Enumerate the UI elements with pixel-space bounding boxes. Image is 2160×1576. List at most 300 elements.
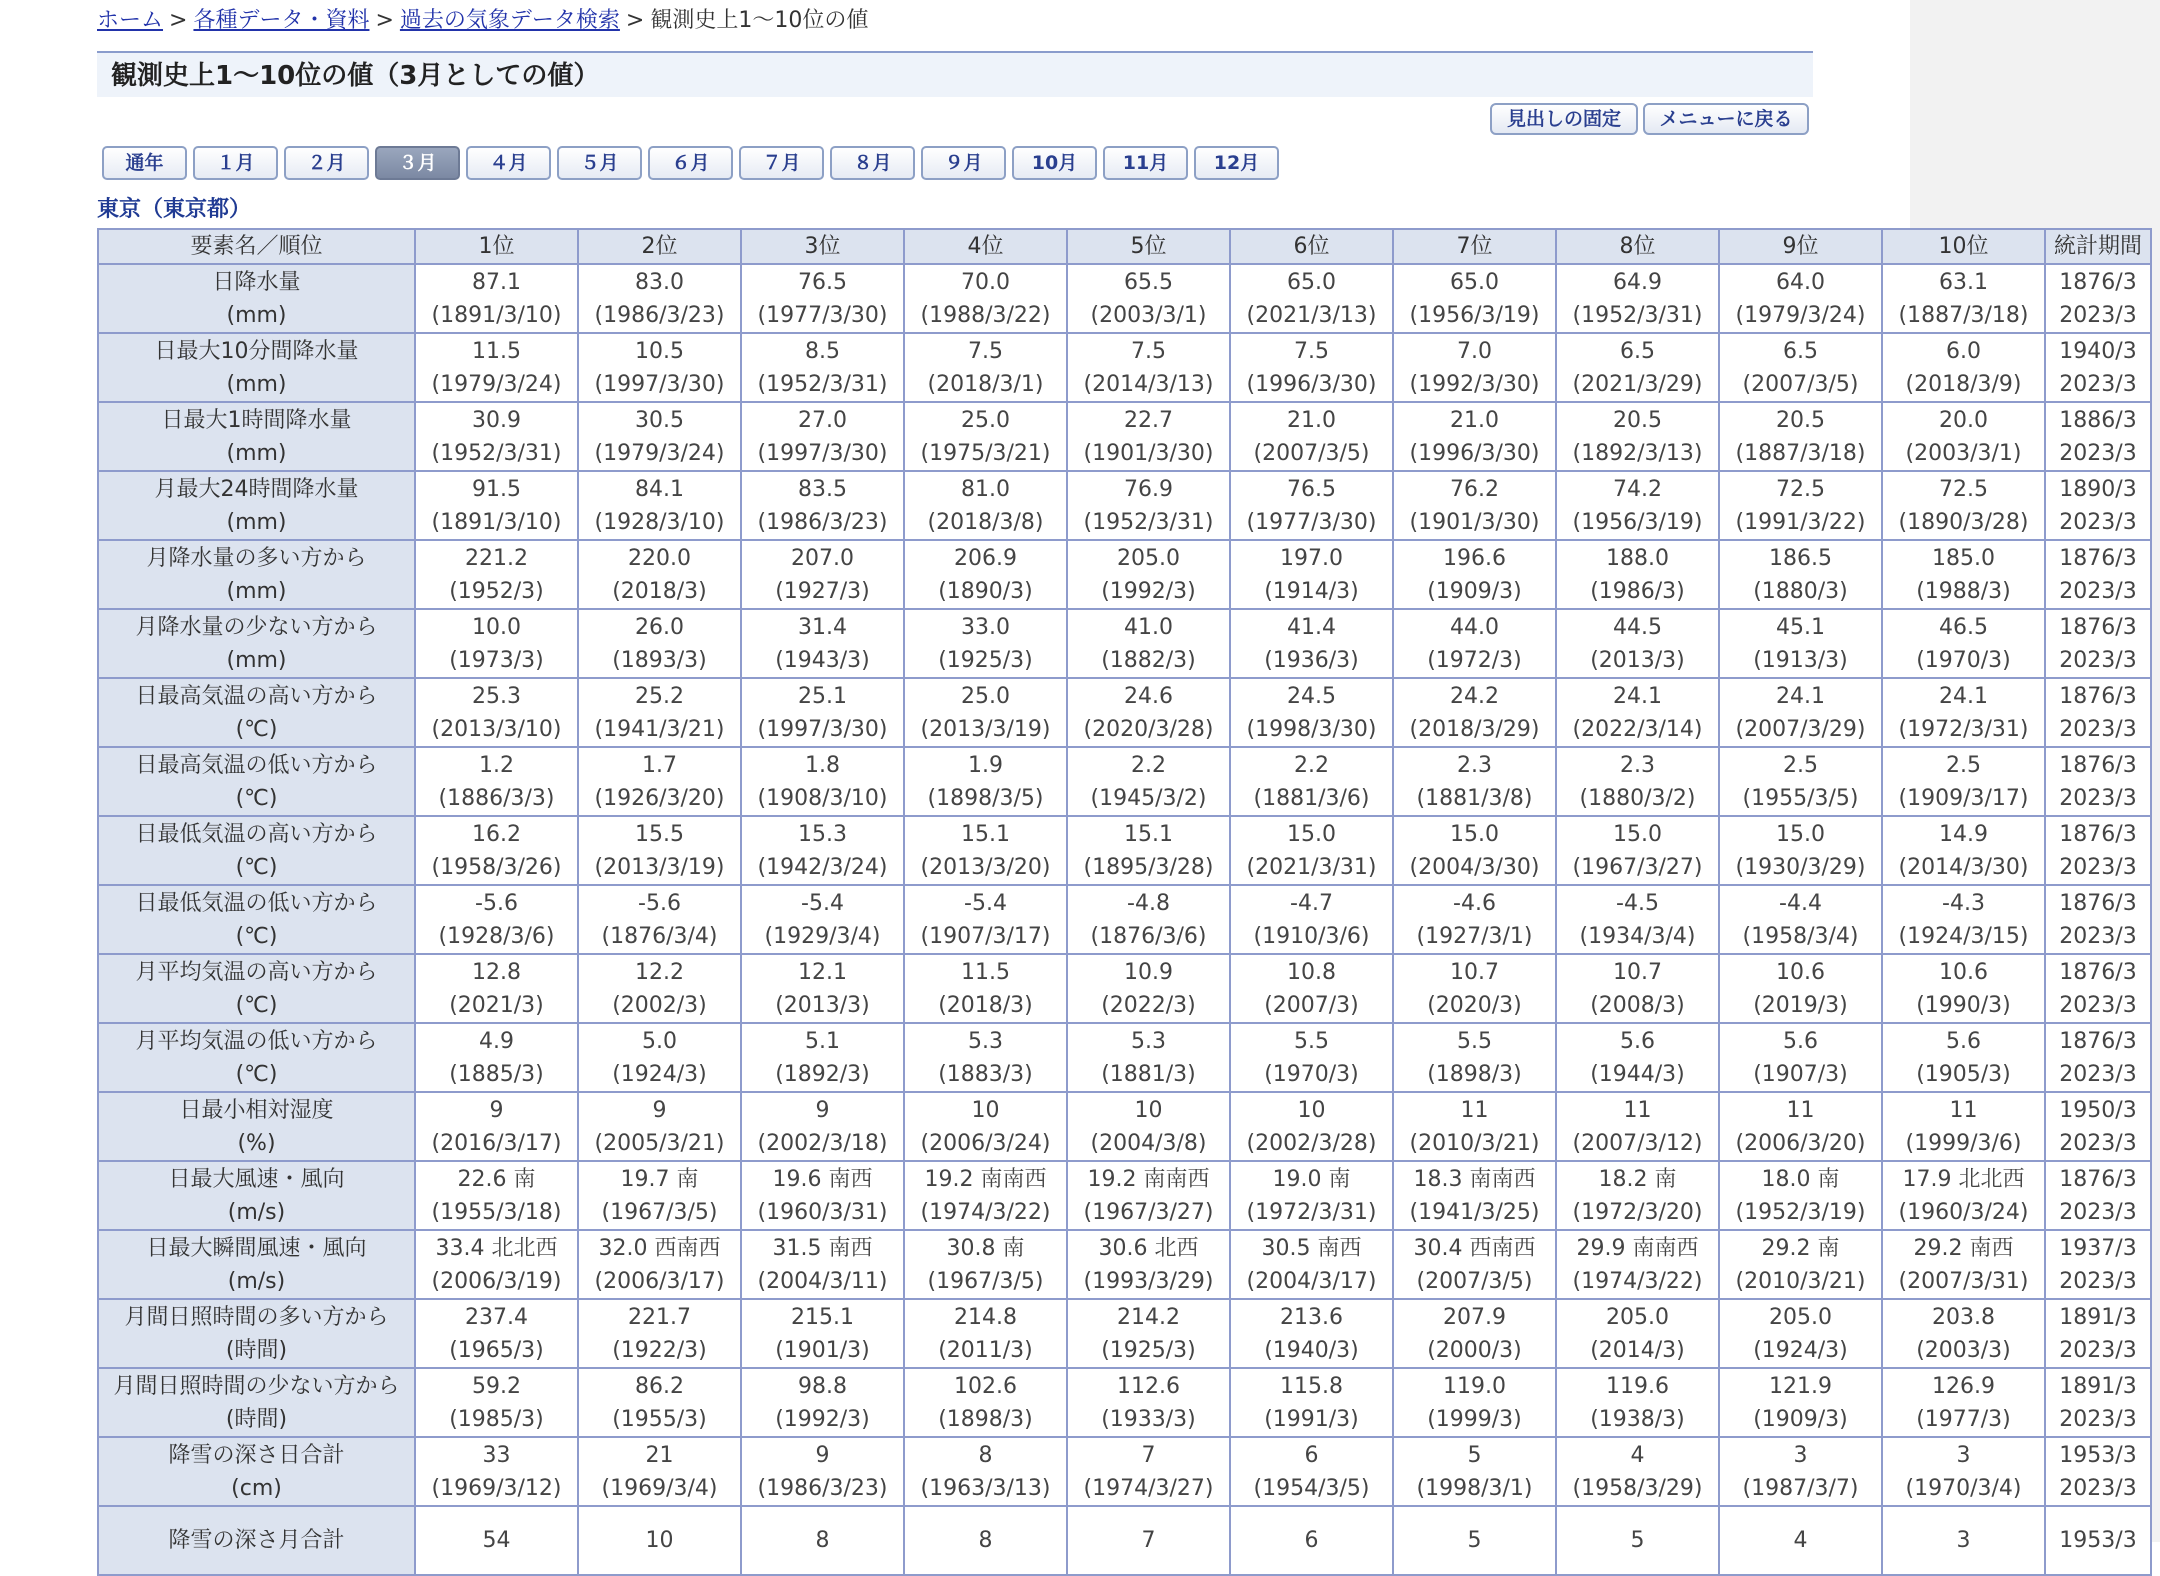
rank-date: (2010/3/21) xyxy=(1735,1268,1866,1294)
header-rank: 1位 xyxy=(415,229,578,264)
table-row xyxy=(98,954,2151,1023)
rank-value: 7.0 xyxy=(1457,338,1492,364)
breadcrumb-separator: > xyxy=(169,8,188,33)
period-start: 1886/3 xyxy=(2059,407,2137,433)
period-end: 2023/3 xyxy=(2059,1061,2137,1087)
rank-date: (1979/3/24) xyxy=(594,440,725,466)
rank-date: (2007/3/5) xyxy=(1253,440,1370,466)
rank-cell xyxy=(904,471,1067,540)
rank-date: (1969/3/12) xyxy=(431,1475,562,1501)
rank-value: -4.3 xyxy=(1942,890,1985,916)
rank-value: 30.9 xyxy=(472,407,521,433)
element-unit: (℃) xyxy=(235,923,278,949)
rank-value: 126.9 xyxy=(1932,1373,1995,1399)
rank-date: (1943/3) xyxy=(775,647,870,673)
rank-date: (1892/3) xyxy=(775,1061,870,1087)
rank-date: (1909/3/17) xyxy=(1898,785,2029,811)
rank-date: (2007/3/12) xyxy=(1572,1130,1703,1156)
rank-cell xyxy=(741,1023,904,1092)
rank-value: 65.5 xyxy=(1124,269,1173,295)
rank-cell xyxy=(1067,747,1230,816)
rank-cell xyxy=(1882,1299,2045,1368)
rank-cell xyxy=(1393,402,1556,471)
rank-value: 9 xyxy=(815,1097,830,1123)
rank-value: 72.5 xyxy=(1776,476,1825,502)
rank-cell xyxy=(578,1023,741,1092)
rank-value: 19.2 南南西 xyxy=(924,1166,1047,1192)
tab-month-2[interactable]: ２月 xyxy=(284,146,369,180)
tab-month-5[interactable]: ５月 xyxy=(557,146,642,180)
rank-cell xyxy=(904,609,1067,678)
rank-value: 83.0 xyxy=(635,269,684,295)
rank-value: 70.0 xyxy=(961,269,1010,295)
period-end: 2023/3 xyxy=(2059,785,2137,811)
rank-value: 25.0 xyxy=(961,683,1010,709)
rank-value: 5.3 xyxy=(1131,1028,1166,1054)
rank-value: -5.4 xyxy=(964,890,1007,916)
tab-month-11[interactable]: 11月 xyxy=(1103,146,1188,180)
rank-cell xyxy=(1882,1437,2045,1506)
rank-cell xyxy=(1067,885,1230,954)
rank-cell xyxy=(1882,678,2045,747)
rank-value: 15.0 xyxy=(1287,821,1336,847)
rank-value: 30.4 西南西 xyxy=(1413,1235,1536,1261)
rank-date: (1969/3/4) xyxy=(601,1475,718,1501)
rank-cell xyxy=(1230,1161,1393,1230)
rank-value: 1.7 xyxy=(642,752,677,778)
header-rank: 5位 xyxy=(1067,229,1230,264)
rank-value: 2.2 xyxy=(1294,752,1329,778)
rank-cell xyxy=(1230,1092,1393,1161)
tab-month-9[interactable]: ９月 xyxy=(921,146,1006,180)
rank-cell xyxy=(578,1437,741,1506)
rank-cell xyxy=(741,1230,904,1299)
rank-date: (1956/3/19) xyxy=(1572,509,1703,535)
rank-value: 76.5 xyxy=(1287,476,1336,502)
rank-date: (1975/3/21) xyxy=(920,440,1051,466)
tab-month-1[interactable]: １月 xyxy=(193,146,278,180)
rank-cell xyxy=(1067,264,1230,333)
rank-value: -4.4 xyxy=(1779,890,1822,916)
rank-value: 6 xyxy=(1304,1442,1319,1468)
header-period: 統計期間 xyxy=(2045,229,2151,264)
rank-cell xyxy=(415,540,578,609)
rank-value: 7.5 xyxy=(968,338,1003,364)
rank-value: 8.5 xyxy=(805,338,840,364)
rank-value: 15.1 xyxy=(961,821,1010,847)
element-name: 日最高気温の低い方から xyxy=(135,752,378,778)
rank-date: (2007/3) xyxy=(1264,992,1359,1018)
rank-date: (1898/3/5) xyxy=(927,785,1044,811)
rank-cell xyxy=(1556,540,1719,609)
rank-value: 121.9 xyxy=(1769,1373,1832,1399)
tab-month-3[interactable]: ３月 xyxy=(375,146,460,180)
rank-date: (1934/3/4) xyxy=(1579,923,1696,949)
rank-value: 44.5 xyxy=(1613,614,1662,640)
rank-date: (1942/3/24) xyxy=(757,854,888,880)
period-cell xyxy=(2045,471,2151,540)
rank-date: (1998/3/30) xyxy=(1246,716,1377,742)
rank-date: (1941/3/25) xyxy=(1409,1199,1540,1225)
period-end: 2023/3 xyxy=(2059,1406,2137,1432)
rank-cell xyxy=(1393,816,1556,885)
breadcrumb-home-link[interactable]: ホーム xyxy=(97,8,164,33)
rank-value: 5.3 xyxy=(968,1028,1003,1054)
table-row xyxy=(98,816,2151,885)
table-row xyxy=(98,1437,2151,1506)
rank-date: (1927/3/1) xyxy=(1416,923,1533,949)
rank-cell xyxy=(904,1092,1067,1161)
rank-date: (1886/3/3) xyxy=(438,785,555,811)
rank-value: 4.9 xyxy=(479,1028,514,1054)
rank-value: 24.6 xyxy=(1124,683,1173,709)
tab-month-8[interactable]: ８月 xyxy=(830,146,915,180)
header-rank: 2位 xyxy=(578,229,741,264)
tab-month-7[interactable]: ７月 xyxy=(739,146,824,180)
rank-cell xyxy=(1393,678,1556,747)
rank-cell xyxy=(1393,747,1556,816)
rank-value: 102.6 xyxy=(954,1373,1017,1399)
rank-value: -4.7 xyxy=(1290,890,1333,916)
table-row xyxy=(98,264,2151,333)
rank-value: 22.7 xyxy=(1124,407,1173,433)
period-end: 2023/3 xyxy=(2059,716,2137,742)
rank-value: 115.8 xyxy=(1280,1373,1343,1399)
rank-cell xyxy=(1067,1023,1230,1092)
rank-date: (1977/3/30) xyxy=(1246,509,1377,535)
rank-date: (2002/3) xyxy=(612,992,707,1018)
rank-cell xyxy=(1230,609,1393,678)
rank-date: (1927/3) xyxy=(775,578,870,604)
rank-value: 7 xyxy=(1141,1442,1156,1468)
rank-date: (2014/3/30) xyxy=(1898,854,2029,880)
rank-value: 15.5 xyxy=(635,821,684,847)
rank-value: 1.2 xyxy=(479,752,514,778)
rank-date: (2021/3/13) xyxy=(1246,302,1377,328)
rank-date: (2006/3/19) xyxy=(431,1268,562,1294)
rank-date: (2018/3/29) xyxy=(1409,716,1540,742)
period-start: 1937/3 xyxy=(2059,1235,2137,1261)
rank-date: (2021/3/31) xyxy=(1246,854,1377,880)
rank-cell xyxy=(741,1368,904,1437)
rank-cell xyxy=(578,1092,741,1161)
rank-cell xyxy=(1556,1023,1719,1092)
station-heading: 東京（東京都） xyxy=(97,197,252,222)
rank-date: (1930/3/29) xyxy=(1735,854,1866,880)
rank-value: 2.3 xyxy=(1457,752,1492,778)
period-cell xyxy=(2045,264,2151,333)
rank-value: 16.2 xyxy=(472,821,521,847)
rank-cell xyxy=(904,885,1067,954)
rank-value: 18.2 南 xyxy=(1598,1166,1677,1192)
table-row xyxy=(98,1299,2151,1368)
rank-value: 6 xyxy=(1304,1528,1319,1553)
rank-value: 29.2 南 xyxy=(1761,1235,1840,1261)
table-row xyxy=(98,1092,2151,1161)
rank-value: 9 xyxy=(815,1442,830,1468)
tab-month-6[interactable]: ６月 xyxy=(648,146,733,180)
rank-cell xyxy=(578,540,741,609)
fix-header-button[interactable]: 見出しの固定 xyxy=(1490,103,1638,135)
rank-cell xyxy=(741,954,904,1023)
tab-month-10[interactable]: 10月 xyxy=(1012,146,1097,180)
rank-value: 215.1 xyxy=(791,1304,854,1330)
rank-cell xyxy=(1230,540,1393,609)
table-row xyxy=(98,540,2151,609)
period-start: 1891/3 xyxy=(2059,1373,2137,1399)
title-bar xyxy=(97,51,1813,97)
rank-value: -5.6 xyxy=(475,890,518,916)
rank-date: (1988/3/22) xyxy=(920,302,1051,328)
period-cell xyxy=(2045,402,2151,471)
element-name: 月降水量の少ない方から xyxy=(135,614,378,640)
rank-cell xyxy=(1067,678,1230,747)
rank-date: (1952/3/31) xyxy=(1083,509,1214,535)
rank-value: 11 xyxy=(1949,1097,1978,1123)
element-name: 日最高気温の高い方から xyxy=(135,683,378,709)
rank-cell xyxy=(415,885,578,954)
rank-value: 45.1 xyxy=(1776,614,1825,640)
rank-value: 33.0 xyxy=(961,614,1010,640)
rank-value: 29.9 南南西 xyxy=(1576,1235,1699,1261)
rank-value: 12.8 xyxy=(472,959,521,985)
rank-date: (1907/3/17) xyxy=(920,923,1051,949)
rank-value: 33.4 北北西 xyxy=(435,1235,558,1261)
rank-date: (1908/3/10) xyxy=(757,785,888,811)
period-start: 1876/3 xyxy=(2059,614,2137,640)
rank-value: -4.8 xyxy=(1127,890,1170,916)
rank-cell xyxy=(1556,1092,1719,1161)
rank-cell xyxy=(578,333,741,402)
rank-value: 7.5 xyxy=(1294,338,1329,364)
rank-cell xyxy=(1719,816,1882,885)
rank-date: (1967/3/27) xyxy=(1083,1199,1214,1225)
rank-date: (1933/3) xyxy=(1101,1406,1196,1432)
rank-cell xyxy=(1230,816,1393,885)
rank-value: 196.6 xyxy=(1443,545,1506,571)
rank-cell xyxy=(578,609,741,678)
rank-value: 11 xyxy=(1786,1097,1815,1123)
element-name-cell xyxy=(98,264,415,333)
rank-cell xyxy=(1067,1437,1230,1506)
header-rank: 7位 xyxy=(1393,229,1556,264)
rank-value: 2.3 xyxy=(1620,752,1655,778)
rank-cell xyxy=(1230,1506,1393,1575)
rank-date: (1997/3/30) xyxy=(757,716,888,742)
rank-cell xyxy=(415,609,578,678)
rank-value: 63.1 xyxy=(1939,269,1988,295)
ranking-table-container xyxy=(97,228,2152,1576)
period-cell xyxy=(2045,333,2151,402)
rank-date: (1936/3) xyxy=(1264,647,1359,673)
rank-value: 10 xyxy=(645,1528,674,1553)
rank-value: 5.1 xyxy=(805,1028,840,1054)
rank-value: 25.1 xyxy=(798,683,847,709)
period-end: 2023/3 xyxy=(2059,647,2137,673)
rank-date: (1890/3/28) xyxy=(1898,509,2029,535)
rank-cell xyxy=(1719,678,1882,747)
rank-cell xyxy=(904,264,1067,333)
period-cell xyxy=(2045,816,2151,885)
rank-date: (2006/3/24) xyxy=(920,1130,1051,1156)
rank-cell xyxy=(904,1299,1067,1368)
rank-date: (1945/3/2) xyxy=(1090,785,1207,811)
rank-value: 10.8 xyxy=(1287,959,1336,985)
rank-value: 11.5 xyxy=(961,959,1010,985)
rank-cell xyxy=(1393,885,1556,954)
rank-cell xyxy=(1719,540,1882,609)
rank-value: 10.0 xyxy=(472,614,521,640)
rank-date: (2013/3/10) xyxy=(431,716,562,742)
element-unit: (m/s) xyxy=(227,1199,286,1225)
rank-date: (2016/3/17) xyxy=(431,1130,562,1156)
rank-value: 237.4 xyxy=(465,1304,528,1330)
table-row xyxy=(98,1506,2151,1575)
rank-value: 87.1 xyxy=(472,269,521,295)
rank-date: (1958/3/29) xyxy=(1572,1475,1703,1501)
rank-value: 2.2 xyxy=(1131,752,1166,778)
rank-cell xyxy=(1882,333,2045,402)
rank-value: 185.0 xyxy=(1932,545,1995,571)
rank-value: 10.6 xyxy=(1776,959,1825,985)
rank-value: 54 xyxy=(482,1528,511,1553)
period-start: 1876/3 xyxy=(2059,959,2137,985)
element-name-cell xyxy=(98,816,415,885)
rank-cell xyxy=(904,402,1067,471)
rank-value: 46.5 xyxy=(1939,614,1988,640)
tab-annual[interactable]: 通年 xyxy=(102,146,187,180)
rank-cell xyxy=(1393,1368,1556,1437)
rank-cell xyxy=(1393,1023,1556,1092)
rank-cell xyxy=(1882,402,2045,471)
rank-cell xyxy=(1067,1161,1230,1230)
rank-date: (2006/3/20) xyxy=(1735,1130,1866,1156)
breadcrumb-current: 観測史上1～10位の値 xyxy=(650,8,869,33)
rank-value: 2.5 xyxy=(1783,752,1818,778)
element-name-cell xyxy=(98,471,415,540)
period-end: 2023/3 xyxy=(2059,302,2137,328)
rank-date: (2010/3/21) xyxy=(1409,1130,1540,1156)
rank-date: (1956/3/19) xyxy=(1409,302,1540,328)
rank-value: 21.0 xyxy=(1287,407,1336,433)
rank-value: 31.5 南西 xyxy=(772,1235,873,1261)
rank-date: (1924/3) xyxy=(1753,1337,1848,1363)
rank-date: (2014/3/13) xyxy=(1083,371,1214,397)
rank-date: (1928/3/10) xyxy=(594,509,725,535)
rank-date: (1895/3/28) xyxy=(1083,854,1214,880)
element-name-cell xyxy=(98,1023,415,1092)
rank-date: (1977/3/30) xyxy=(757,302,888,328)
back-to-menu-button[interactable]: メニューに戻る xyxy=(1643,103,1809,135)
tab-month-4[interactable]: ４月 xyxy=(466,146,551,180)
header-rank: 10位 xyxy=(1882,229,2045,264)
rank-cell xyxy=(1393,1506,1556,1575)
rank-cell xyxy=(1882,1368,2045,1437)
rank-value: 214.2 xyxy=(1117,1304,1180,1330)
period-start: 1876/3 xyxy=(2059,683,2137,709)
period-cell xyxy=(2045,1230,2151,1299)
rank-cell xyxy=(1719,885,1882,954)
rank-date: (2003/3) xyxy=(1916,1337,2011,1363)
rank-value: 19.0 南 xyxy=(1272,1166,1351,1192)
rank-value: 213.6 xyxy=(1280,1304,1343,1330)
rank-date: (1958/3/4) xyxy=(1742,923,1859,949)
rank-cell xyxy=(578,1299,741,1368)
period-end: 2023/3 xyxy=(2059,1475,2137,1501)
rank-date: (2008/3) xyxy=(1590,992,1685,1018)
rank-cell xyxy=(741,540,904,609)
rank-date: (1977/3) xyxy=(1916,1406,2011,1432)
rank-value: 10 xyxy=(971,1097,1000,1123)
rank-cell xyxy=(904,1230,1067,1299)
rank-cell xyxy=(1719,1161,1882,1230)
period-start: 1876/3 xyxy=(2059,545,2137,571)
breadcrumb-data-link[interactable]: 各種データ・資料 xyxy=(193,8,370,33)
rank-date: (2020/3) xyxy=(1427,992,1522,1018)
rank-date: (2019/3) xyxy=(1753,992,1848,1018)
rank-date: (1952/3/31) xyxy=(757,371,888,397)
rank-date: (1881/3/8) xyxy=(1416,785,1533,811)
tab-month-12[interactable]: 12月 xyxy=(1194,146,1279,180)
rank-value: 21 xyxy=(645,1442,674,1468)
rank-value: 24.1 xyxy=(1613,683,1662,709)
rank-value: 206.9 xyxy=(954,545,1017,571)
rank-date: (1880/3/2) xyxy=(1579,785,1696,811)
rank-value: 30.5 xyxy=(635,407,684,433)
rank-cell xyxy=(578,1161,741,1230)
breadcrumb-search-link[interactable]: 過去の気象データ検索 xyxy=(399,8,620,33)
rank-value: 221.7 xyxy=(628,1304,691,1330)
rank-date: (2004/3/30) xyxy=(1409,854,1540,880)
rank-date: (1999/3) xyxy=(1427,1406,1522,1432)
rank-date: (1952/3/19) xyxy=(1735,1199,1866,1225)
rank-date: (1970/3/4) xyxy=(1905,1475,2022,1501)
rank-value: 91.5 xyxy=(472,476,521,502)
rank-cell xyxy=(578,1506,741,1575)
rank-date: (1890/3) xyxy=(938,578,1033,604)
rank-date: (1907/3) xyxy=(1753,1061,1848,1087)
rank-date: (2013/3/20) xyxy=(920,854,1051,880)
rank-date: (1924/3/15) xyxy=(1898,923,2029,949)
rank-value: 44.0 xyxy=(1450,614,1499,640)
rank-date: (1979/3/24) xyxy=(431,371,562,397)
rank-date: (1909/3) xyxy=(1753,1406,1848,1432)
element-unit: (℃) xyxy=(235,716,278,742)
rank-date: (2014/3) xyxy=(1590,1337,1685,1363)
rank-value: 203.8 xyxy=(1932,1304,1995,1330)
rank-value: 19.2 南南西 xyxy=(1087,1166,1210,1192)
table-row xyxy=(98,471,2151,540)
rank-date: (2007/3/5) xyxy=(1416,1268,1533,1294)
rank-cell xyxy=(1067,1368,1230,1437)
rank-cell xyxy=(1230,1230,1393,1299)
rank-value: 24.5 xyxy=(1287,683,1336,709)
rank-cell xyxy=(1882,540,2045,609)
rank-cell xyxy=(741,1092,904,1161)
rank-cell xyxy=(1230,264,1393,333)
rank-cell xyxy=(415,1023,578,1092)
rank-value: 9 xyxy=(652,1097,667,1123)
rank-date: (1991/3/22) xyxy=(1735,509,1866,535)
rank-date: (2003/3/1) xyxy=(1905,440,2022,466)
rank-cell xyxy=(1719,1023,1882,1092)
rank-value: 9 xyxy=(489,1097,504,1123)
element-name: 日降水量 xyxy=(212,269,301,295)
rank-cell xyxy=(415,333,578,402)
rank-cell xyxy=(1230,954,1393,1023)
element-name: 月降水量の多い方から xyxy=(146,545,367,571)
rank-cell xyxy=(1556,885,1719,954)
